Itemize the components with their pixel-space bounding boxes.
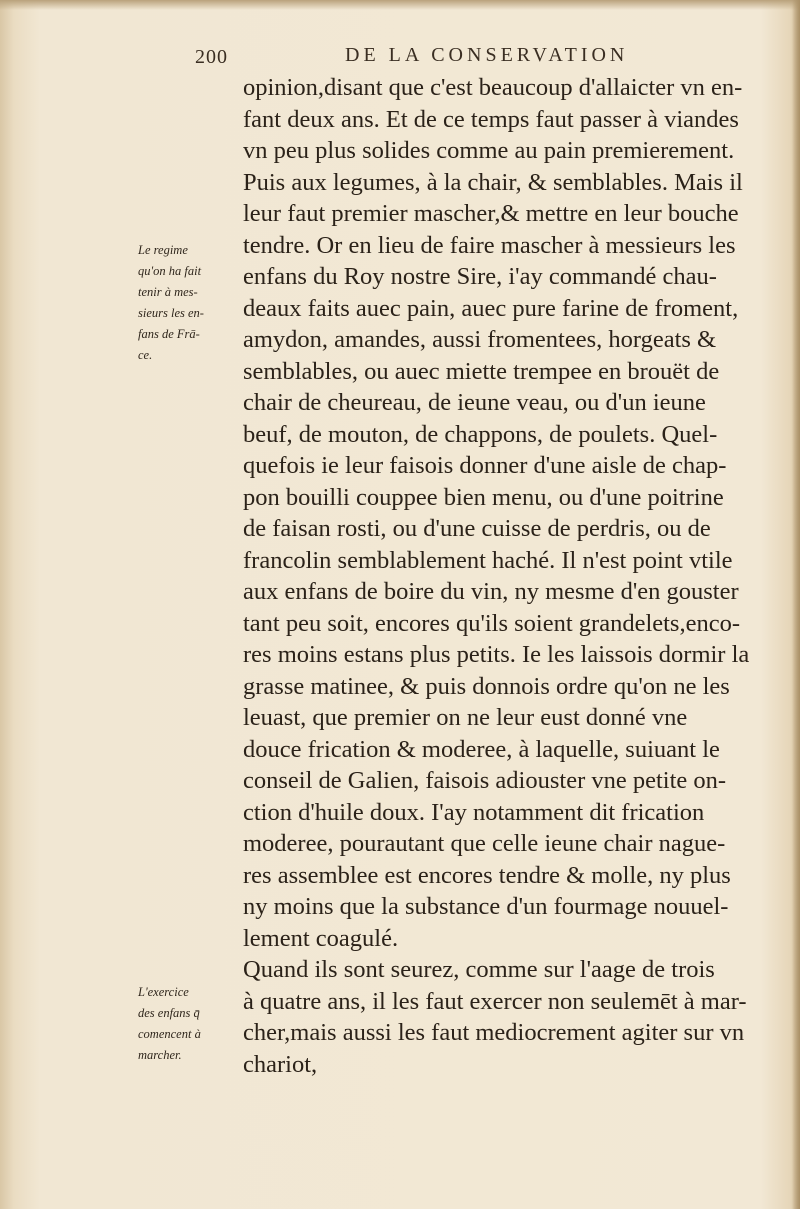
margin-note-line: sieurs les en- bbox=[138, 306, 204, 320]
text-line: amydon, amandes, aussi fromentees, horgeats & bbox=[243, 326, 717, 353]
text-line: fant deux ans. Et de ce temps faut passer à viandes bbox=[243, 105, 739, 133]
text-line: aux enfans de boire du vin, ny mesme d'en gouster bbox=[243, 578, 739, 605]
text-line: leur faut premier mascher,& mettre en leur bouche bbox=[243, 200, 739, 227]
text-line: quefois ie leur faisois donner d'une aisle de chap- bbox=[243, 452, 727, 479]
text-line: Puis aux legumes, à la chair, & semblables. Mais il bbox=[243, 168, 743, 196]
text-line: francolin semblablement haché. Il n'est point vtile bbox=[243, 546, 733, 574]
page-header bbox=[195, 42, 755, 72]
text-line: res moins estans plus petits. Ie les laissois dormir la bbox=[243, 641, 750, 668]
margin-note-line: qu'on ha fait bbox=[138, 264, 202, 278]
running-title: DE LA CONSERVATION bbox=[345, 44, 629, 66]
page-top-edge bbox=[0, 0, 800, 10]
margin-note-line: comencent à bbox=[138, 1027, 201, 1041]
text-line: ny moins que la substance d'un fourmage nouuel- bbox=[243, 893, 729, 920]
page-right-edge bbox=[792, 0, 800, 1209]
text-line: cher,mais aussi les faut mediocrement agiter sur vn bbox=[243, 1019, 745, 1046]
text-line: chariot, bbox=[243, 1050, 318, 1078]
text-line: leuast, que premier on ne leur eust donné vne bbox=[243, 704, 688, 731]
text-line: beuf, de mouton, de chappons, de poulets. Quel- bbox=[243, 420, 718, 448]
text-line: res assemblee est encores tendre & molle, ny plus bbox=[243, 861, 731, 889]
margin-note-line: ce. bbox=[138, 348, 153, 362]
text-line: à quatre ans, il les faut exercer non seulemēt à mar- bbox=[243, 987, 747, 1015]
page-number: 200 bbox=[195, 46, 228, 68]
text-line: tant peu soit, encores qu'ils soient grandelets,enco- bbox=[243, 609, 740, 637]
margin-note-line: des enfans q̄ bbox=[138, 1006, 200, 1020]
text-line: deaux faits auec pain, auec pure farine de froment, bbox=[243, 294, 739, 322]
text-line: grasse matinee, & puis donnois ordre qu'on ne les bbox=[243, 672, 730, 700]
body-text bbox=[243, 72, 763, 1080]
text-line: chair de cheureau, de ieune veau, ou d'un ieune bbox=[243, 389, 706, 416]
margin-note-line: Le regime bbox=[138, 243, 188, 257]
margin-note-line: marcher. bbox=[138, 1048, 182, 1062]
text-line: semblables, ou auec miette trempee en brouët de bbox=[243, 357, 720, 385]
text-line: ction d'huile doux. I'ay notamment dit frication bbox=[243, 798, 705, 826]
text-line: moderee, pourautant que celle ieune chair nague- bbox=[243, 830, 726, 857]
margin-note-line: tenir à mes- bbox=[138, 285, 198, 299]
margin-note-line: fans de Frā- bbox=[138, 327, 200, 341]
text-line: lement coagulé. bbox=[243, 924, 399, 952]
text-line: enfans du Roy nostre Sire, i'ay commandé chau- bbox=[243, 263, 717, 290]
text-line: vn peu plus solides comme au pain premierement. bbox=[243, 137, 735, 164]
text-line: Quand ils sont seurez, comme sur l'aage de trois bbox=[243, 956, 715, 983]
margin-note-regime bbox=[138, 240, 234, 366]
text-line: tendre. Or en lieu de faire mascher à messieurs les bbox=[243, 231, 736, 259]
text-line: pon bouilli couppee bien menu, ou d'une poitrine bbox=[243, 483, 724, 511]
text-line: douce frication & moderee, à laquelle, suiuant le bbox=[243, 735, 720, 763]
margin-note-exercice bbox=[138, 982, 234, 1066]
text-line: conseil de Galien, faisois adiouster vne petite on- bbox=[243, 767, 727, 794]
text-line: de faisan rosti, ou d'une cuisse de perdris, ou de bbox=[243, 515, 711, 542]
text-line: opinion,disant que c'est beaucoup d'allaicter vn en- bbox=[243, 74, 743, 101]
margin-note-line: L'exercice bbox=[138, 985, 189, 999]
